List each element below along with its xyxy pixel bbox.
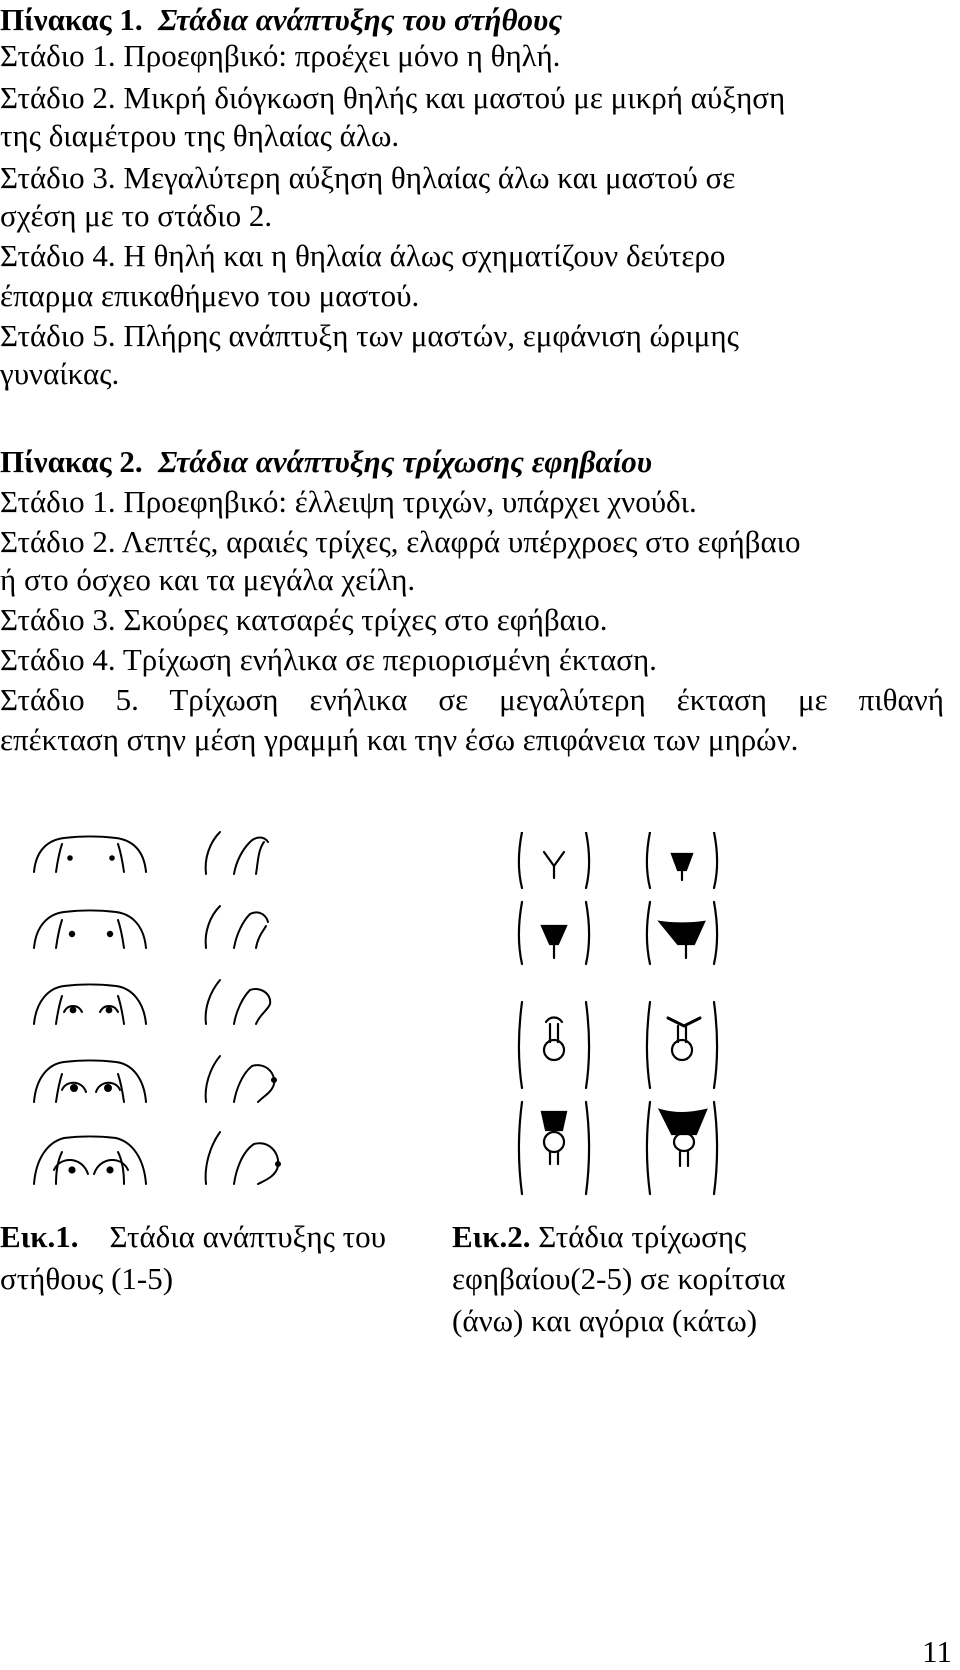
table2-line-2: Στάδιο 2. Λεπτές, αραιές τρίχες, ελαφρά υπέρχροες στο εφήβαιο <box>0 524 801 559</box>
table2-line-3: ή στο όσχεο και τα μεγάλα χείλη. <box>0 562 416 597</box>
table1-line-4: Στάδιο 3. Μεγαλύτερη αύξηση θηλαίας άλω και μαστού σε <box>0 160 736 195</box>
table1-label: Πίνακας 1. <box>0 2 143 37</box>
boy-stage-4-drawing <box>519 1102 589 1194</box>
table1-line-7: έπαρμα επικαθήμενο του μαστού. <box>0 278 420 313</box>
page-number: 11 <box>922 1634 952 1669</box>
boy-stage-2-drawing <box>519 1002 589 1088</box>
fig2-label: Εικ.2. <box>452 1219 531 1254</box>
boy-stage-5-drawing <box>647 1102 717 1194</box>
table1-line-5: σχέση με το στάδιο 2. <box>0 198 273 233</box>
fig2-line-3: (άνω) και αγόρια (κάτω) <box>452 1303 758 1338</box>
table1-line-1: Στάδιο 1. Προεφηβικό: προέχει μόνο η θηλή. <box>0 38 561 73</box>
fig2-line-2: εφηβαίου(2-5) σε κορίτσια <box>452 1261 786 1296</box>
table2-heading <box>0 444 652 480</box>
breast-stage-2-drawing <box>34 906 268 948</box>
girl-stage-5-drawing <box>647 902 717 964</box>
table2-title: Στάδια ανάπτυξης τρίχωσης εφηβαίου <box>158 444 652 479</box>
table2-line-7: επέκταση στην μέση γραμμή και την έσω επιφάνεια των μηρών. <box>0 722 799 757</box>
pubic-hair-stages-illustration <box>500 832 800 1202</box>
girl-stage-4-drawing <box>519 902 589 964</box>
table1-line-3: της διαμέτρου της θηλαίας άλω. <box>0 118 400 153</box>
breast-stage-5-drawing <box>34 1132 280 1184</box>
breast-stages-illustration <box>20 828 290 1208</box>
girl-stage-3-drawing <box>647 832 717 888</box>
boy-stage-3-drawing <box>647 1002 717 1088</box>
breast-stage-1-drawing <box>34 832 268 874</box>
table1-heading <box>0 2 562 38</box>
table1-line-2: Στάδιο 2. Μικρή διόγκωση θηλής και μαστού με μικρή αύξηση <box>0 80 786 115</box>
table1-title: Στάδια ανάπτυξης του στήθους <box>158 2 563 37</box>
fig2-line-1: Στάδια τρίχωσης <box>538 1219 747 1254</box>
table2-label: Πίνακας 2. <box>0 444 143 479</box>
table2-line-6: Στάδιο 5. Τρίχωση ενήλικα σε μεγαλύτερη έκταση με πιθανή <box>0 682 944 717</box>
table2-line-1: Στάδιο 1. Προεφηβικό: έλλειψη τριχών, υπάρχει χνούδι. <box>0 484 697 519</box>
table1-line-6: Στάδιο 4. Η θηλή και η θηλαία άλως σχηματίζουν δεύτερο <box>0 238 726 273</box>
table1-line-8: Στάδιο 5. Πλήρης ανάπτυξη των μαστών, εμφάνιση ώριμης <box>0 318 739 353</box>
table2-line-5: Στάδιο 4. Τρίχωση ενήλικα σε περιορισμένη έκταση. <box>0 642 657 677</box>
table2-line-4: Στάδιο 3. Σκούρες κατσαρές τρίχες στο εφήβαιο. <box>0 602 608 637</box>
table1-line-9: γυναίκας. <box>0 356 120 391</box>
fig1-label: Εικ.1. <box>0 1219 79 1254</box>
fig2-caption <box>452 1216 932 1342</box>
fig1-line-1: Στάδια ανάπτυξης του <box>109 1219 386 1254</box>
breast-stage-3-drawing <box>34 980 270 1024</box>
fig1-caption <box>0 1216 420 1300</box>
breast-stage-4-drawing <box>34 1056 276 1102</box>
fig1-line-2: στήθους (1-5) <box>0 1261 174 1296</box>
girl-stage-2-drawing <box>519 832 589 888</box>
